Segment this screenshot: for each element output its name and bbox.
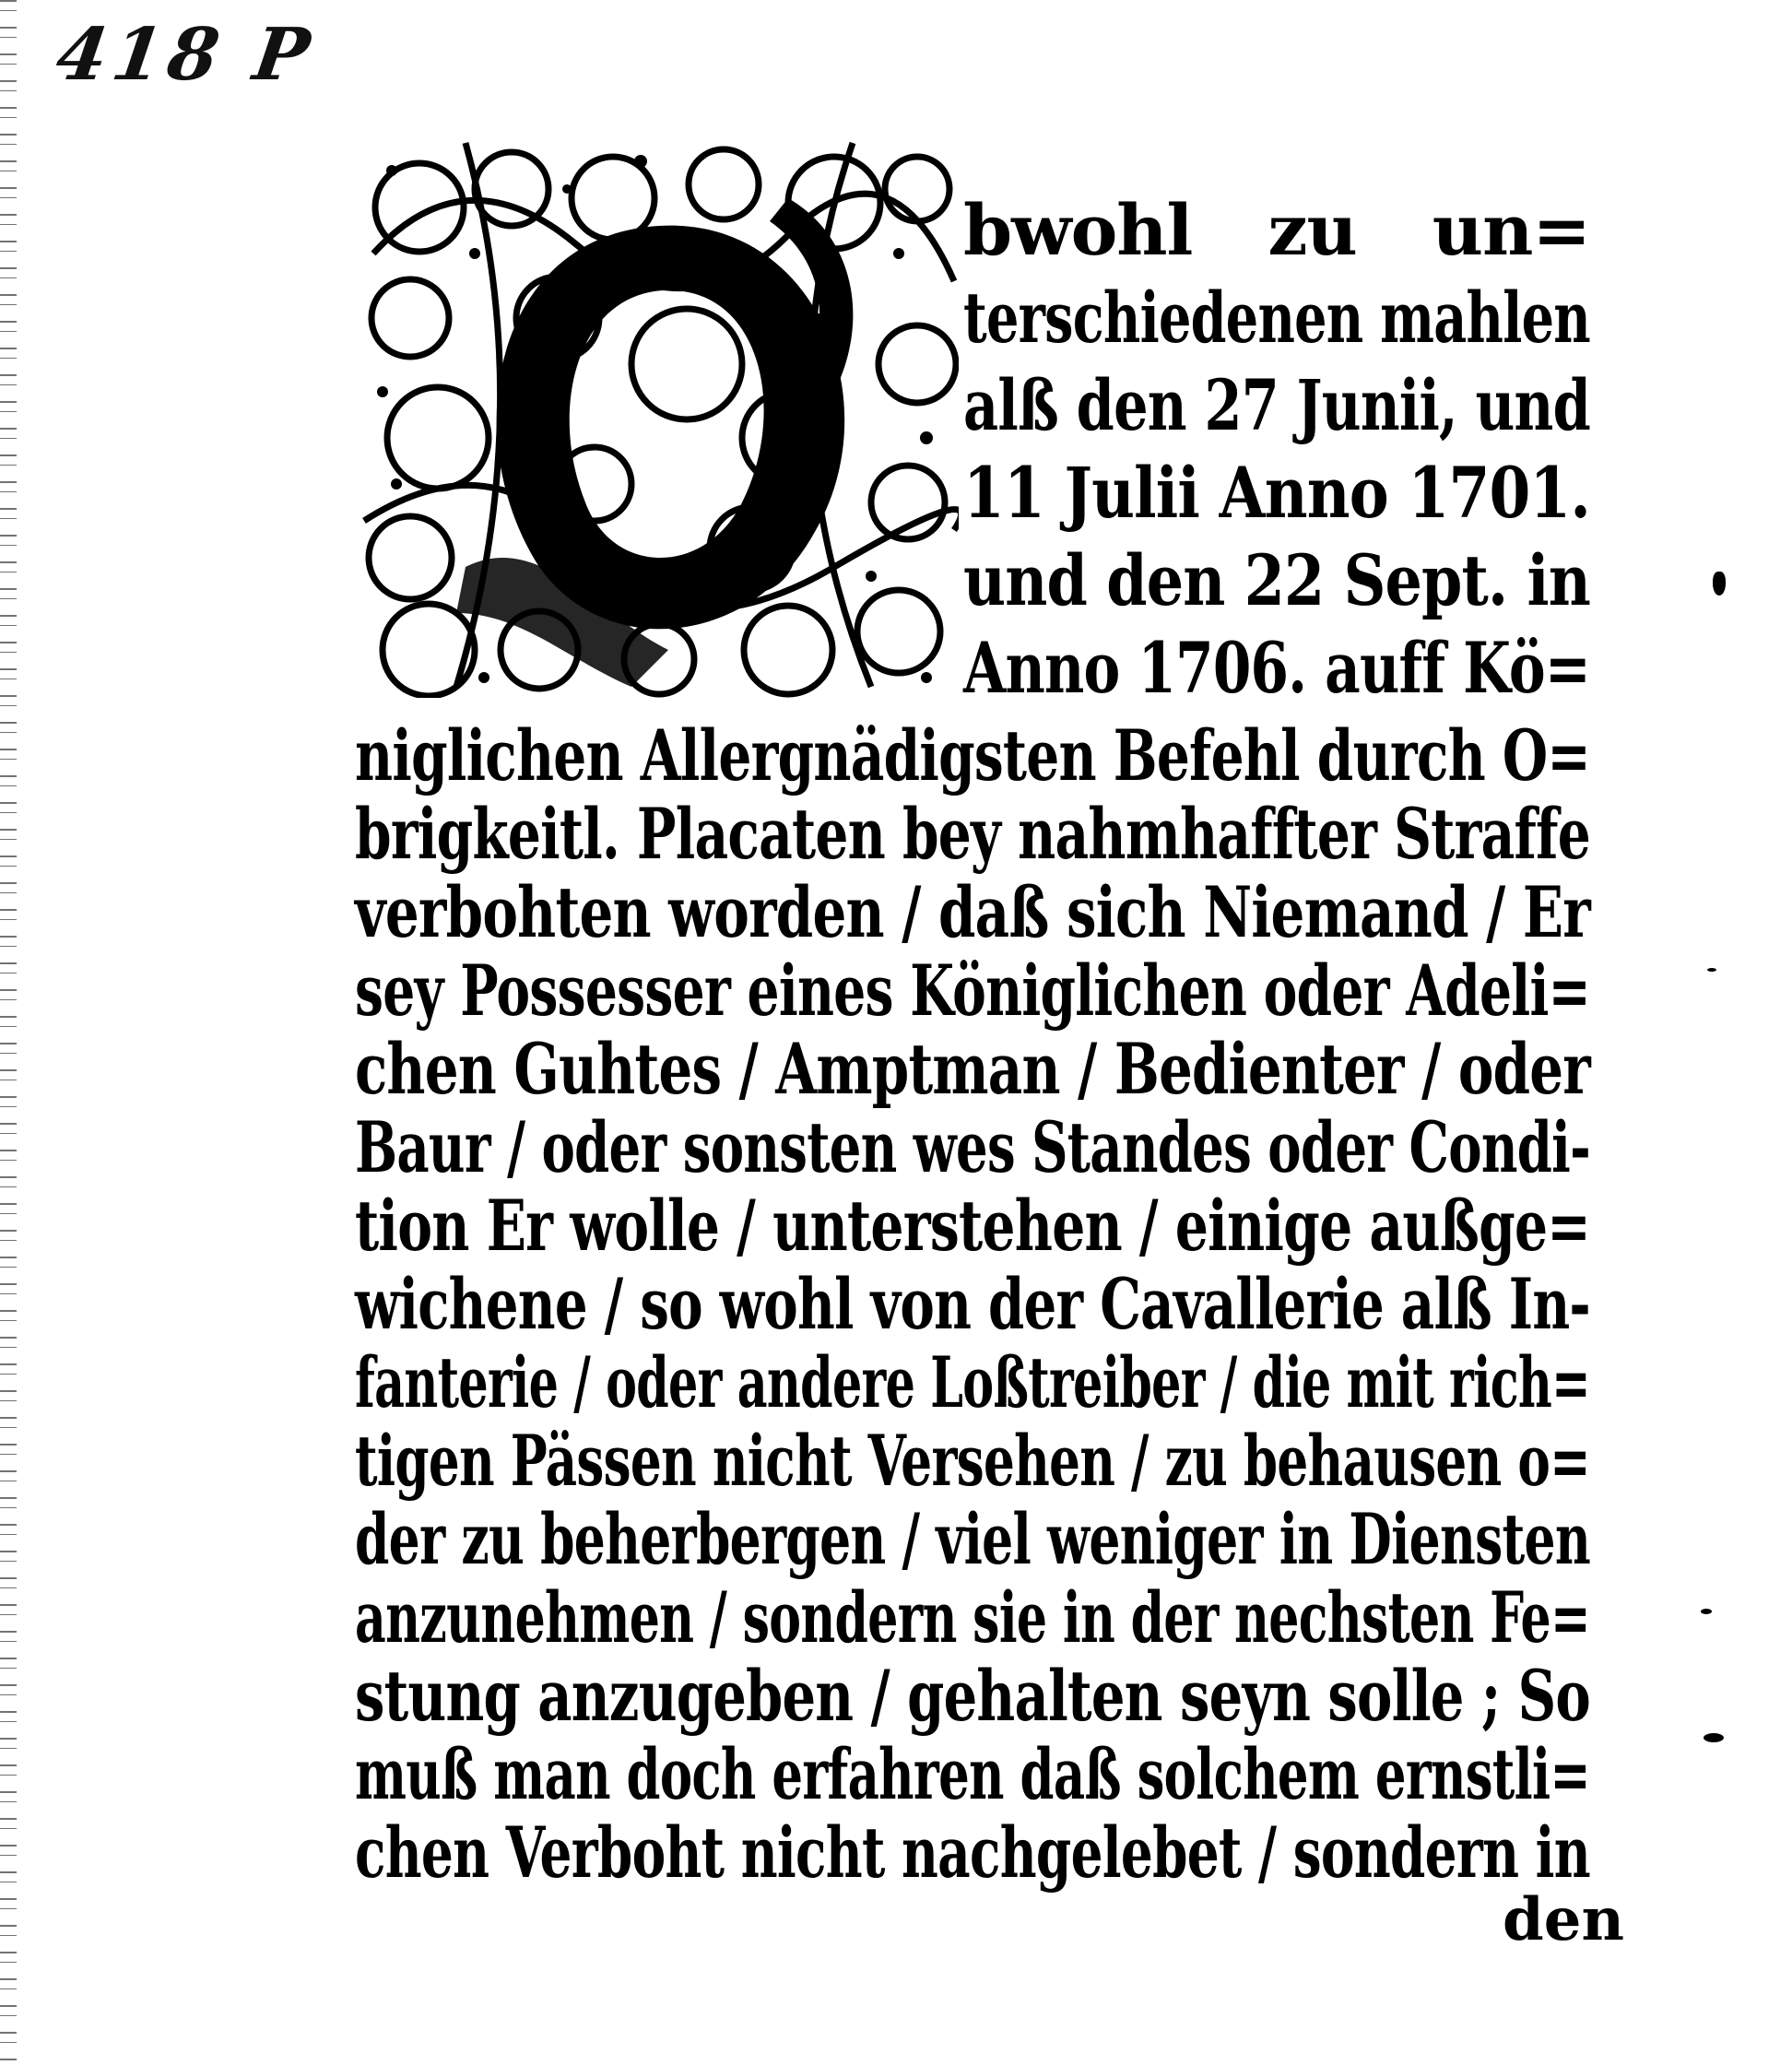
text-line-15: fanterie / oder andere Loßtreiber / die mit rich= (355, 1341, 1590, 1423)
text-line-2: terschiedenen mahlen (963, 277, 1590, 359)
text-line-5: und den 22 Sept. in (963, 539, 1590, 621)
text-line-19: stung anzugeben / gehalten seyn solle ; So (355, 1655, 1590, 1737)
ink-speck (1704, 1733, 1724, 1742)
text-line-12: Baur / oder sonsten wes Standes oder Condi- (355, 1106, 1590, 1188)
text-line-6: Anno 1706. auff Kö= (963, 627, 1590, 709)
text-line-1: bwohl zu un= (963, 189, 1590, 271)
text-line-11: chen Guhtes / Amptman / Bedienter / oder (355, 1028, 1590, 1110)
ink-speck (1701, 1609, 1712, 1614)
text-line-4: 11 Julii Anno 1701. (963, 452, 1590, 534)
text-line-10: sey Possesser eines Königlichen oder Adeli= (355, 950, 1590, 1032)
text-line-20: muß man doch erfahren daß solchem ernstli= (355, 1733, 1590, 1815)
handwritten-shelfmark: 418 P (51, 13, 321, 97)
ink-speck (1713, 572, 1726, 596)
text-line-17: der zu beherbergen / viel weniger in Diensten (355, 1498, 1590, 1580)
text-line-7: niglichen Allergnädigsten Befehl durch O= (355, 714, 1590, 796)
scanned-page-edge (0, 0, 17, 2065)
text-line-18: anzunehmen / sondern sie in der nechsten Fe= (355, 1576, 1590, 1658)
ornament-initial-icon (355, 134, 959, 698)
text-line-13: tion Er wolle / unterstehen / einige außge= (355, 1185, 1590, 1267)
text-line-21: chen Verboht nicht nachgelebet / sondern in (355, 1811, 1590, 1894)
decorated-initial-o (355, 134, 959, 698)
text-line-14: wichene / so wohl von der Cavallerie alß In- (355, 1263, 1590, 1345)
text-line-16: tigen Pässen nicht Versehen / zu behausen o= (355, 1420, 1590, 1502)
text-line-9: verbohten worden / daß sich Niemand / Er (355, 871, 1590, 953)
text-line-3: alß den 27 Junii, und (963, 364, 1590, 446)
catchword: den (1503, 1885, 1624, 1954)
ink-speck (1707, 968, 1716, 972)
text-line-8: brigkeitl. Placaten bey nahmhaffter Straffe (355, 793, 1590, 875)
